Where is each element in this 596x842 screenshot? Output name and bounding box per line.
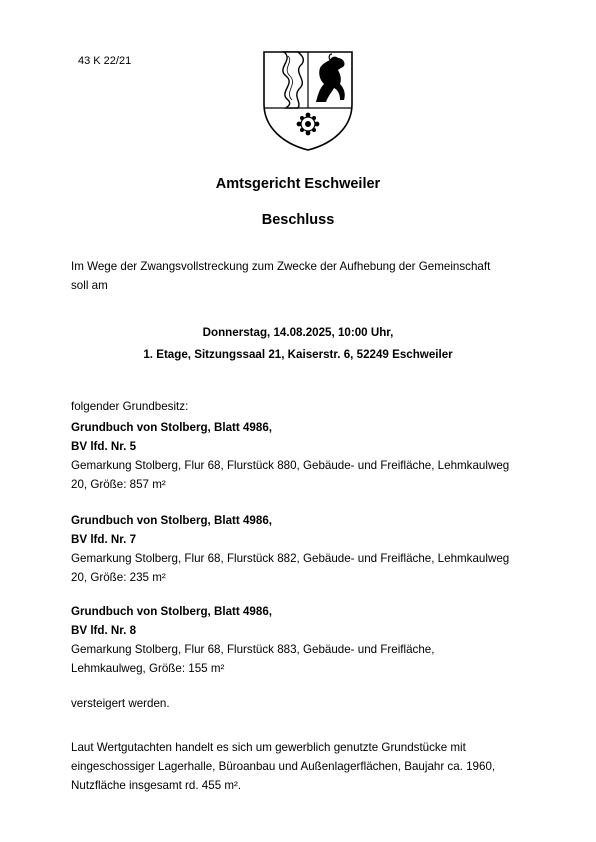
- gutachten-paragraph: [71, 738, 541, 795]
- gutachten-line-1: Laut Wertgutachten handelt es sich um gewerblich genutzte Grundstücke mit: [71, 741, 466, 754]
- intro-line-2: soll am: [71, 279, 108, 292]
- nrw-coat-of-arms-icon: [258, 48, 358, 152]
- intro-paragraph: [71, 257, 541, 295]
- intro-line-1: Im Wege der Zwangsvollstreckung zum Zwecke der Aufhebung der Gemeinschaft: [71, 260, 491, 273]
- parcel-1-bv: BV lfd. Nr. 5: [71, 440, 137, 453]
- termin-block: [0, 322, 596, 366]
- parcel-2-grundbuch: Grundbuch von Stolberg, Blatt 4986,: [71, 514, 272, 527]
- parcel-2: [71, 511, 541, 587]
- termin-datetime: Donnerstag, 14.08.2025, 10:00 Uhr,: [202, 326, 394, 339]
- parcel-2-desc-line-1: Gemarkung Stolberg, Flur 68, Flurstück 882, Gebäude- und Freifläche, Lehmkaulweg: [71, 552, 510, 565]
- parcel-2-desc-line-2: 20, Größe: 235 m²: [71, 571, 166, 584]
- parcel-3-desc-line-1: Gemarkung Stolberg, Flur 68, Flurstück 883, Gebäude- und Freifläche,: [71, 643, 435, 656]
- parcel-3-bv: BV lfd. Nr. 8: [71, 624, 137, 637]
- parcel-1-desc-line-2: 20, Größe: 857 m²: [71, 478, 166, 491]
- parcel-1: [71, 418, 541, 494]
- parcel-3-grundbuch: Grundbuch von Stolberg, Blatt 4986,: [71, 605, 272, 618]
- grundbesitz-label: folgender Grundbesitz:: [71, 400, 189, 413]
- gutachten-line-3: Nutzfläche insgesamt rd. 455 m².: [71, 779, 242, 792]
- court-name: Amtsgericht Eschweiler: [215, 176, 381, 192]
- gutachten-line-2: eingeschossiger Lagerhalle, Büroanbau und Außenlagerflächen, Baujahr ca. 1960,: [71, 760, 496, 773]
- versteigert-line: versteigert werden.: [71, 697, 170, 710]
- document-title: Beschluss: [261, 212, 335, 228]
- parcel-1-desc-line-1: Gemarkung Stolberg, Flur 68, Flurstück 880, Gebäude- und Freifläche, Lehmkaulweg: [71, 459, 510, 472]
- parcel-1-grundbuch: Grundbuch von Stolberg, Blatt 4986,: [71, 421, 272, 434]
- termin-location: 1. Etage, Sitzungssaal 21, Kaiserstr. 6, 52249 Eschweiler: [143, 348, 453, 361]
- parcel-3-desc-line-2: Lehmkaulweg, Größe: 155 m²: [71, 662, 225, 675]
- parcel-2-bv: BV lfd. Nr. 7: [71, 533, 137, 546]
- parcel-3: [71, 602, 541, 678]
- case-number: 43 K 22/21: [78, 55, 132, 67]
